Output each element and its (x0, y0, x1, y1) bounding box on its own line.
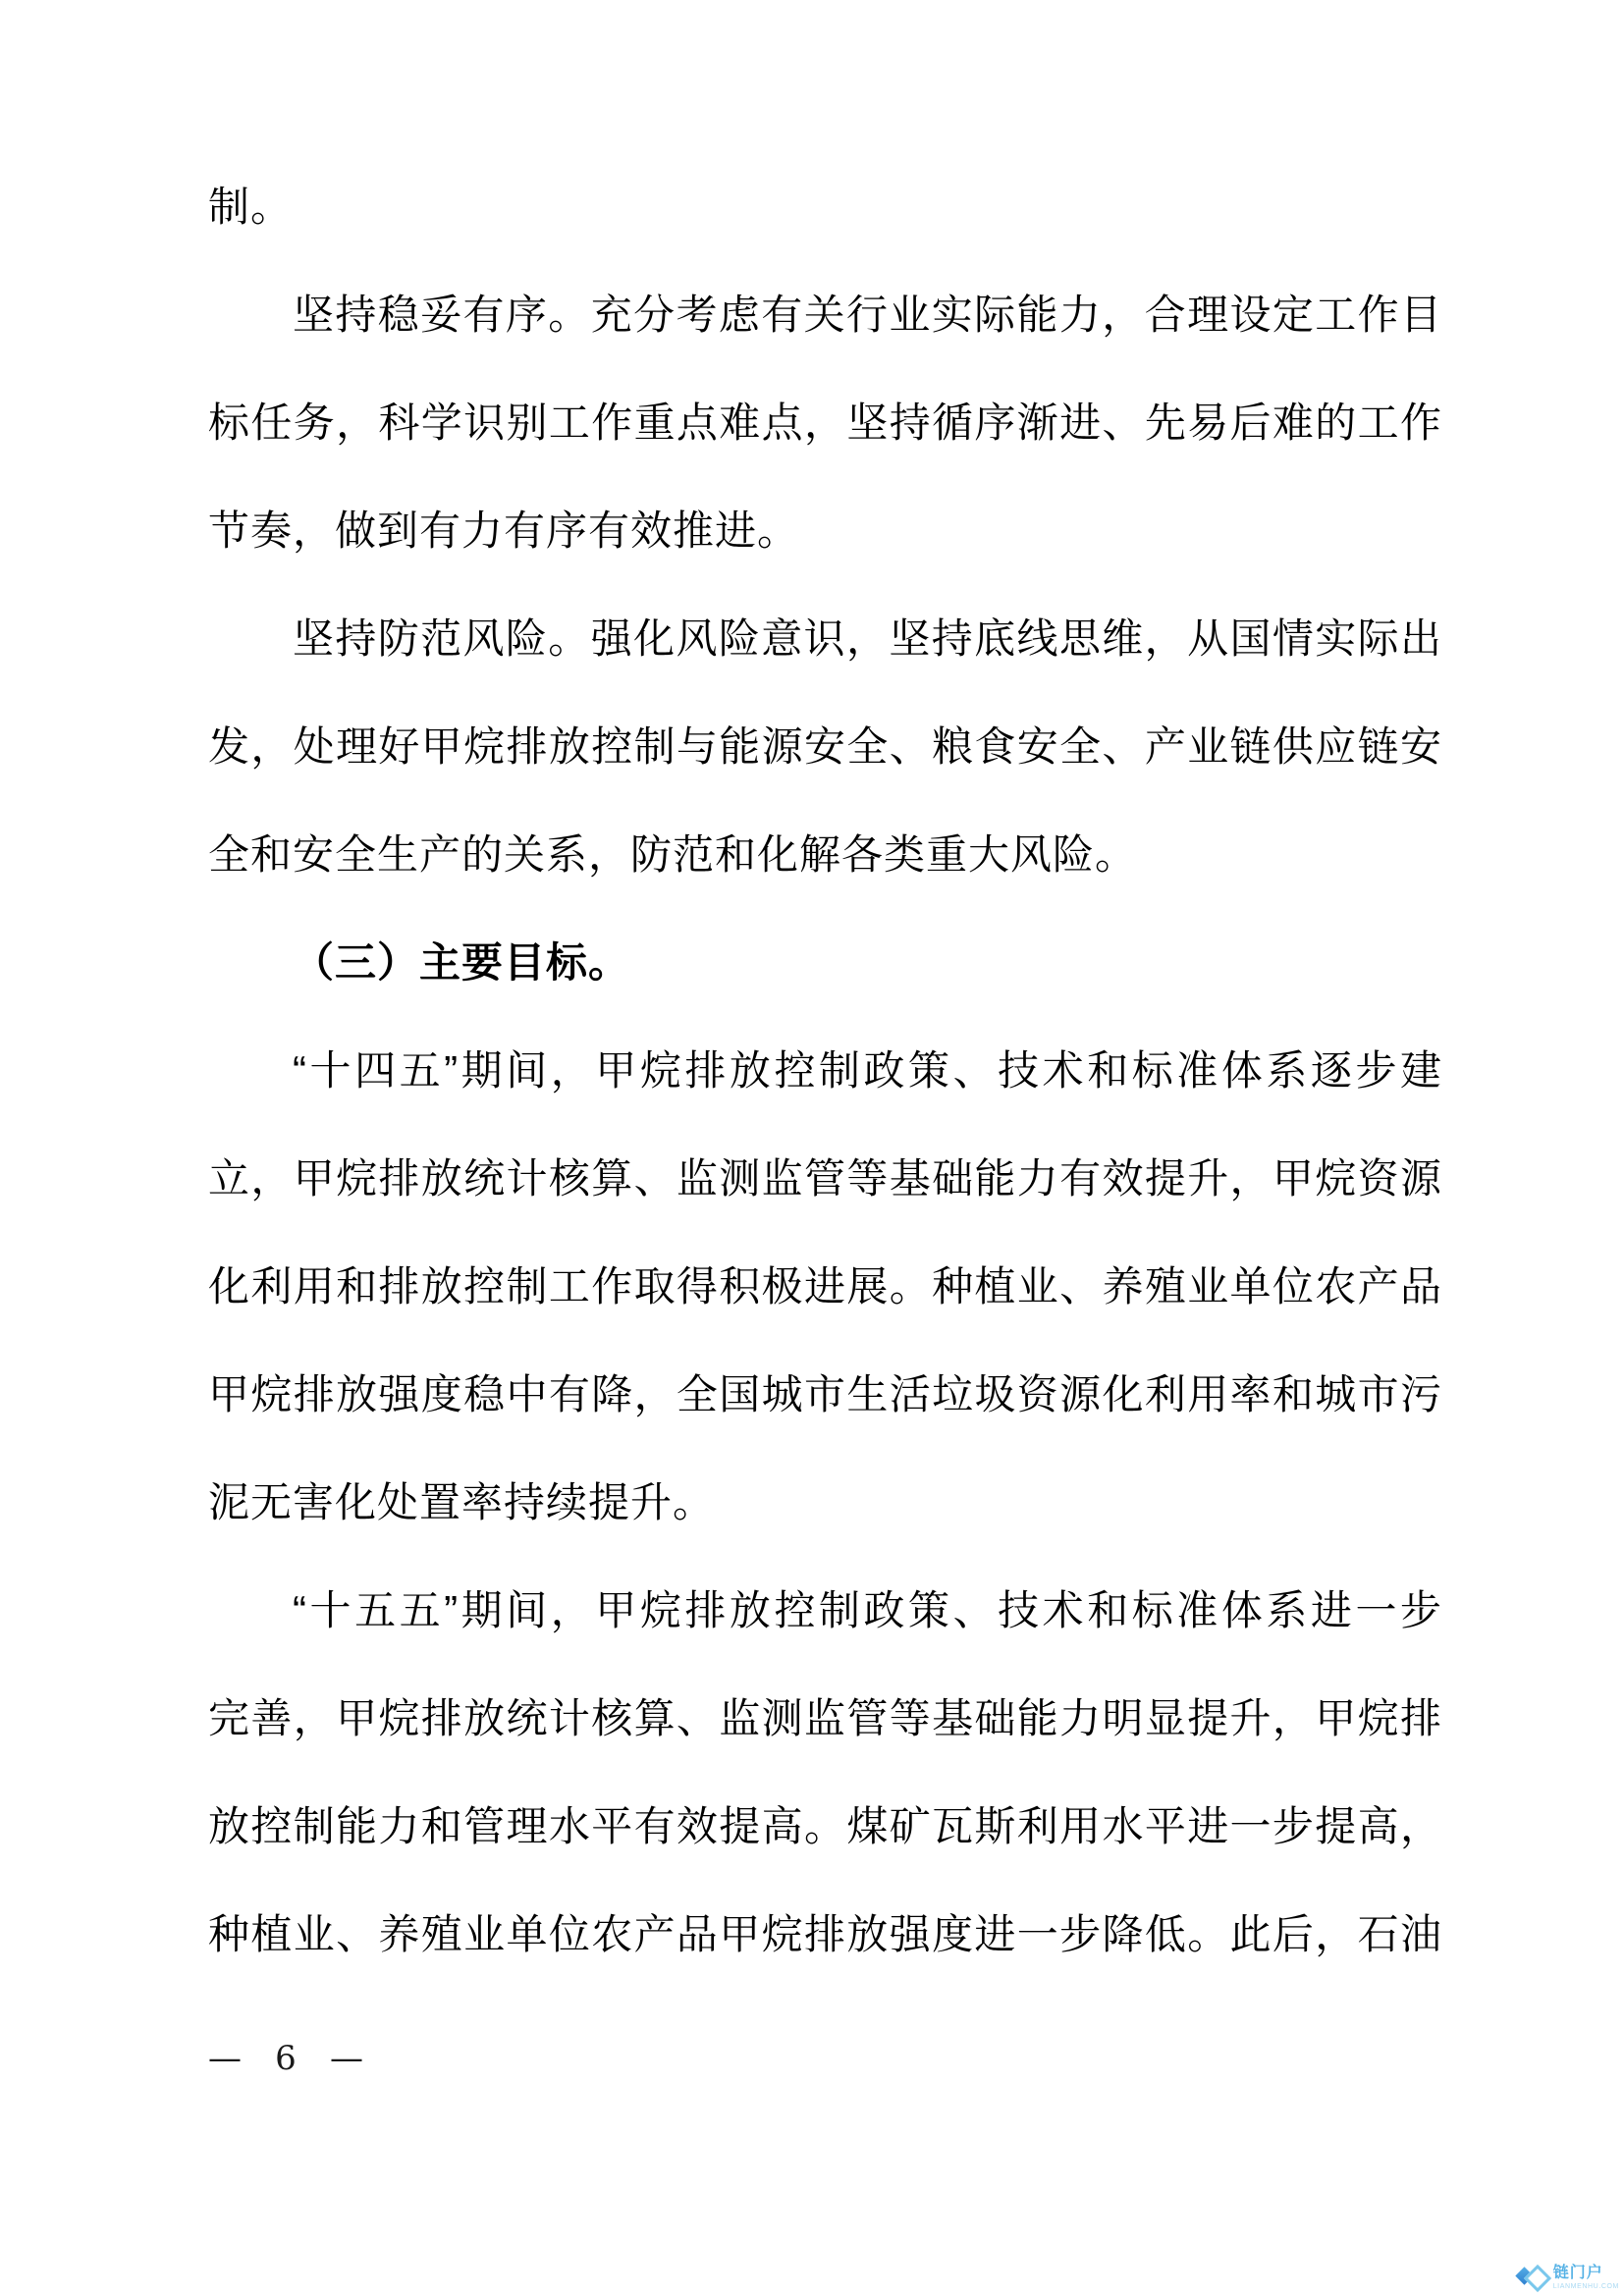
text-line: “十五五”期间，甲烷排放控制政策、技术和标准体系进一步 (293, 1587, 1442, 1633)
text-line: 制。 (208, 184, 294, 230)
text-line: 节奏，做到有力有序有效推进。 (208, 507, 800, 554)
watermark-site-name: 链门户 (1552, 2264, 1603, 2281)
text-line: 立，甲烷排放统计核算、监测监管等基础能力有效提升，甲烷资源 (208, 1155, 1442, 1201)
text-line: 发，处理好甲烷排放控制与能源安全、粮食安全、产业链供应链安 (208, 723, 1442, 770)
text-line: 坚持防范风险。强化风险意识，坚持底线思维，从国情实际出 (293, 615, 1442, 662)
text-line: 全和安全生产的关系，防范和化解各类重大风险。 (208, 831, 1138, 878)
watermark-site-url: LIANMENHU.COM (1552, 2282, 1619, 2290)
text-line: 标任务，科学识别工作重点难点，坚持循序渐进、先易后难的工作 (208, 400, 1442, 446)
text-line: 种植业、养殖业单位农产品甲烷排放强度进一步降低。此后，石油 (208, 1911, 1442, 1957)
text-line: 坚持稳妥有序。充分考虑有关行业实际能力，合理设定工作目 (293, 292, 1442, 338)
logo-diamond-outline (1524, 2265, 1551, 2292)
section-heading: （三）主要目标。 (293, 939, 631, 986)
page-number-left-dash: — (208, 2039, 242, 2078)
document-lines (208, 153, 1442, 1989)
text-line: 放控制能力和管理水平有效提高。煤矿瓦斯利用水平进一步提高， (208, 1803, 1442, 1849)
page-number-right-dash: — (329, 2039, 363, 2078)
text-line: “十四五”期间，甲烷排放控制政策、技术和标准体系逐步建 (293, 1047, 1442, 1094)
text-line: 化利用和排放控制工作取得积极进展。种植业、养殖业单位农产品 (208, 1263, 1442, 1309)
text-line: 甲烷排放强度稳中有降，全国城市生活垃圾资源化利用率和城市污 (208, 1371, 1442, 1417)
text-line: 完善，甲烷排放统计核算、监测监管等基础能力明显提升，甲烷排 (208, 1695, 1442, 1741)
page-number (208, 2034, 363, 2083)
lianmenhu-logo-icon (1516, 2262, 1549, 2293)
text-line: 泥无害化处置率持续提升。 (208, 1479, 716, 1525)
page-number-value: 6 (275, 2039, 297, 2078)
watermark-text (1553, 2266, 1619, 2290)
watermark-lianmenhu (1516, 2262, 1619, 2293)
